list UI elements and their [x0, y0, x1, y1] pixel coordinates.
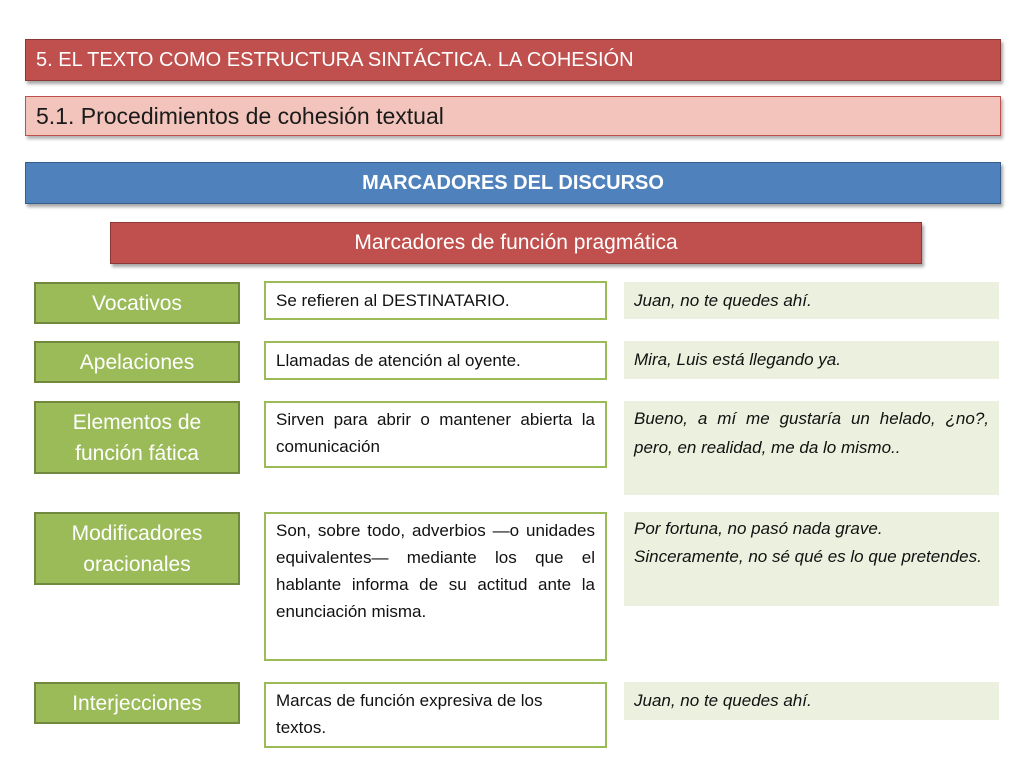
- description-vocativos: Se refieren al DESTINATARIO.: [264, 281, 607, 320]
- example-apelaciones: Mira, Luis está llegando ya.: [624, 341, 999, 379]
- description-elementos-funcion-fatica: Sirven para abrir o mantener abierta la comunicación: [264, 401, 607, 468]
- description-interjecciones: Marcas de función expresiva de los textos.: [264, 682, 607, 748]
- label-interjecciones: Interjecciones: [34, 682, 240, 724]
- example-interjecciones: Juan, no te quedes ahí.: [624, 682, 999, 720]
- example-line: Por fortuna, no pasó nada grave.: [634, 519, 883, 538]
- description-apelaciones: Llamadas de atención al oyente.: [264, 341, 607, 380]
- main-title: 5. EL TEXTO COMO ESTRUCTURA SINTÁCTICA. LA COHESIÓN: [25, 39, 1001, 81]
- label-vocativos: Vocativos: [34, 282, 240, 324]
- label-apelaciones: Apelaciones: [34, 341, 240, 383]
- example-line: Sinceramente, no sé qué es lo que pretendes.: [634, 547, 982, 566]
- example-modificadores-oracionales: [624, 512, 999, 606]
- example-elementos-funcion-fatica: Bueno, a mí me gustaría un helado, ¿no?, pero, en realidad, me da lo mismo..: [624, 401, 999, 495]
- description-modificadores-oracionales: Son, sobre todo, adverbios —o unidades equivalentes— mediante los que el hablante informa de su actitud ante la enunciación misma.: [264, 512, 607, 661]
- label-modificadores-oracionales: Modificadores oracionales: [34, 512, 240, 585]
- example-vocativos: Juan, no te quedes ahí.: [624, 282, 999, 319]
- label-elementos-funcion-fatica: Elementos de función fática: [34, 401, 240, 474]
- subtitle: 5.1. Procedimientos de cohesión textual: [25, 96, 1001, 136]
- section-subheading: Marcadores de función pragmática: [110, 222, 922, 264]
- section-heading: MARCADORES DEL DISCURSO: [25, 162, 1001, 204]
